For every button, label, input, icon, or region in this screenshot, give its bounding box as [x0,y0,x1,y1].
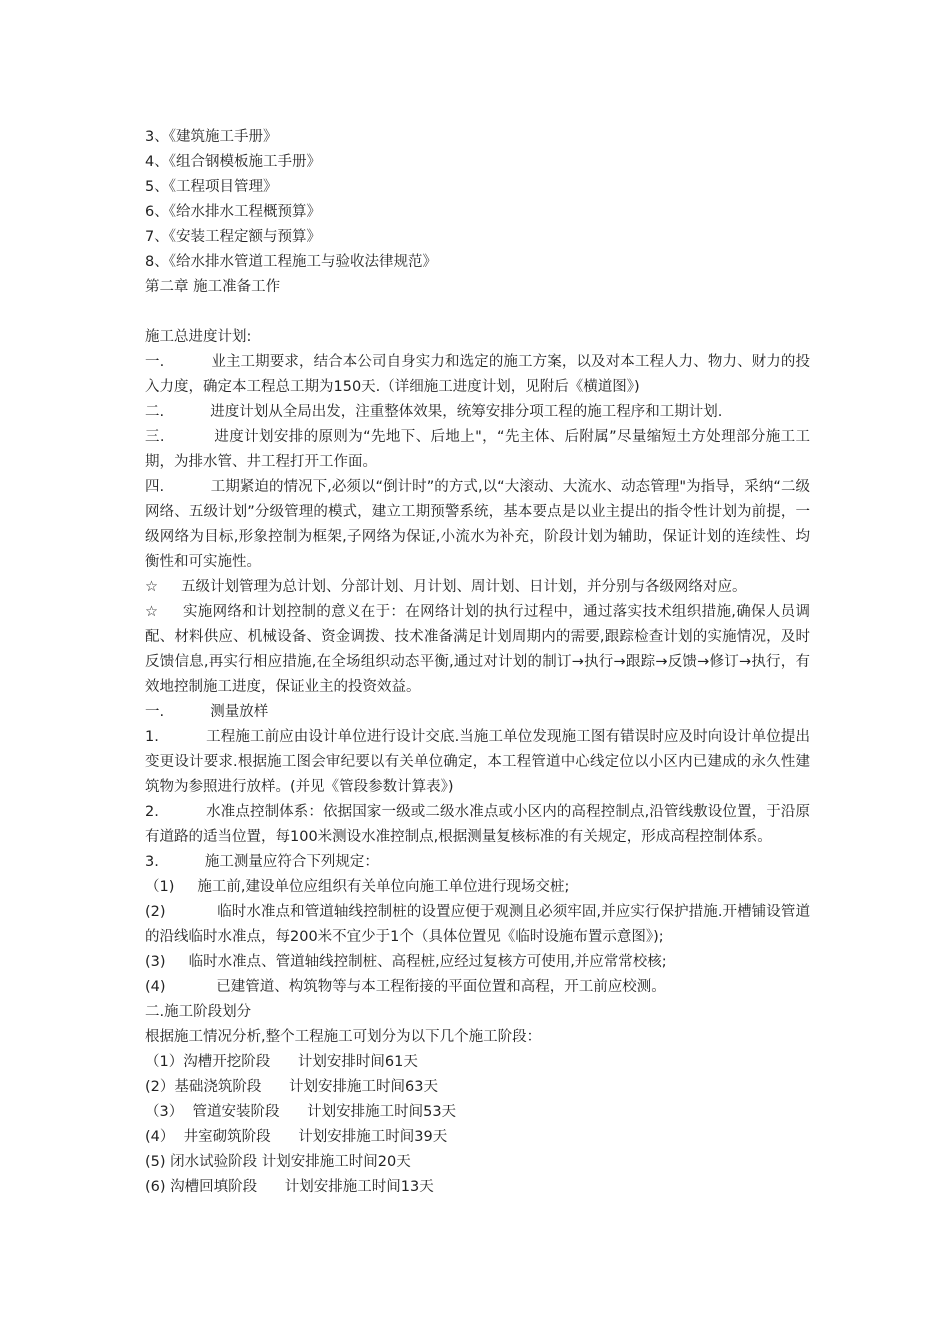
section-heading: 一. 测量放样 [145,704,269,720]
paragraph: 二. 进度计划从全局出发，注重整体效果，统筹安排分项工程的施工程序和工期计划. [145,404,723,420]
paragraph: 三. 进度计划安排的原则为“先地下、后地上"，“先主体、后附属”尽量缩短土方处理部分施工工期，为排水管、井工程打开工作面。 [145,429,810,470]
star-paragraph: ☆ 五级计划管理为总计划、分部计划、月计划、周计划、日计划，并分别与各级网络对应。 [145,579,747,595]
star-paragraph: ☆ 实施网络和计划控制的意义在于：在网络计划的执行过程中，通过落实技术组织措施,确保人员调配、材料供应、机械设备、资金调拨、技术准备满足计划周期内的需要,跟踪检查计划的实施情况，及时反馈信息,再实行相应措施,在全场组织动态平衡,通过对计划的制订→执行→跟踪→反馈→修订→执行，有效地控制施工进度，保证业主的投资效益。 [145,604,810,695]
section-heading: 施工总进度计划: [145,329,252,345]
survey-section [145,700,810,1000]
reference-item: 7、《安装工程定额与预算》 [145,229,321,245]
blank-line [145,300,810,325]
reference-item: 5、《工程项目管理》 [145,179,278,195]
rule-item: (4) 已建管道、构筑物等与本工程衔接的平面位置和高程，开工前应校测。 [145,979,666,995]
reference-item: 3、《建筑施工手册》 [145,129,278,145]
phase-item: (6) 沟槽回填阶段 计划安排施工时间13天 [145,1179,434,1195]
schedule-section [145,325,810,700]
paragraph: 3. 施工测量应符合下列规定： [145,854,379,870]
rule-item: (2) 临时水准点和管道轴线控制桩的设置应便于观测且必须牢固,并应实行保护措施.开槽铺设管道的沿线临时水准点，每200米不宜少于1个（具体位置见《临时设施布置示意图》); [145,904,810,945]
document-page [145,125,810,1200]
phase-item: (5) 闭水试验阶段 计划安排施工时间20天 [145,1154,411,1170]
rule-item: (3) 临时水准点、管道轴线控制桩、高程桩,应经过复核方可使用,并应常常校核; [145,954,667,970]
paragraph: 一. 业主工期要求，结合本公司自身实力和选定的施工方案，以及对本工程人力、物力、财力的投入力度，确定本工程总工期为150天.（详细施工进度计划，见附后《横道图》) [145,354,810,395]
phases-intro: 根据施工情况分析,整个工程施工可划分为以下几个施工阶段： [145,1029,542,1045]
paragraph: 四. 工期紧迫的情况下,必须以“倒计时”的方式,以“大滚动、大流水、动态管理"为指导，采纳“二级网络、五级计划”分级管理的模式，建立工期预警系统，基本要点是以业主提出的指令性计划为前提，一级网络为目标,形象控制为框架,子网络为保证,小流水为补充，阶段计划为辅助，保证计划的连续性、均衡性和可实施性。 [145,479,810,570]
phase-item: （3） 管道安装阶段 计划安排施工时间53天 [145,1104,457,1120]
paragraph: 1. 工程施工前应由设计单位进行设计交底.当施工单位发现施工图有错误时应及时向设计单位提出变更设计要求.根据施工图会审纪要以有关单位确定，本工程管道中心线定位以小区内已建成的永久性建筑物为参照进行放样。(并见《管段参数计算表》) [145,729,810,795]
reference-item: 8、《给水排水管道工程施工与验收法律规范》 [145,254,437,270]
reference-item: 6、《给水排水工程概预算》 [145,204,321,220]
section-heading: 二.施工阶段划分 [145,1004,252,1020]
reference-list [145,125,810,275]
phase-item: (2）基础浇筑阶段 计划安排施工时间63天 [145,1079,438,1095]
paragraph: 2. 水准点控制体系：依据国家一级或二级水准点或小区内的高程控制点,沿管线敷设位置，于沿原有道路的适当位置，每100米测设水准控制点,根据测量复核标准的有关规定，形成高程控制体系。 [145,804,810,845]
phase-item: （1）沟槽开挖阶段 计划安排时间61天 [145,1054,418,1070]
reference-item: 4、《组合钢模板施工手册》 [145,154,321,170]
rule-item: （1) 施工前,建设单位应组织有关单位向施工单位进行现场交桩; [145,879,570,895]
chapter-title: 第二章 施工准备工作 [145,279,281,295]
phase-item: (4） 井室砌筑阶段 计划安排施工时间39天 [145,1129,448,1145]
phases-section [145,1000,810,1200]
